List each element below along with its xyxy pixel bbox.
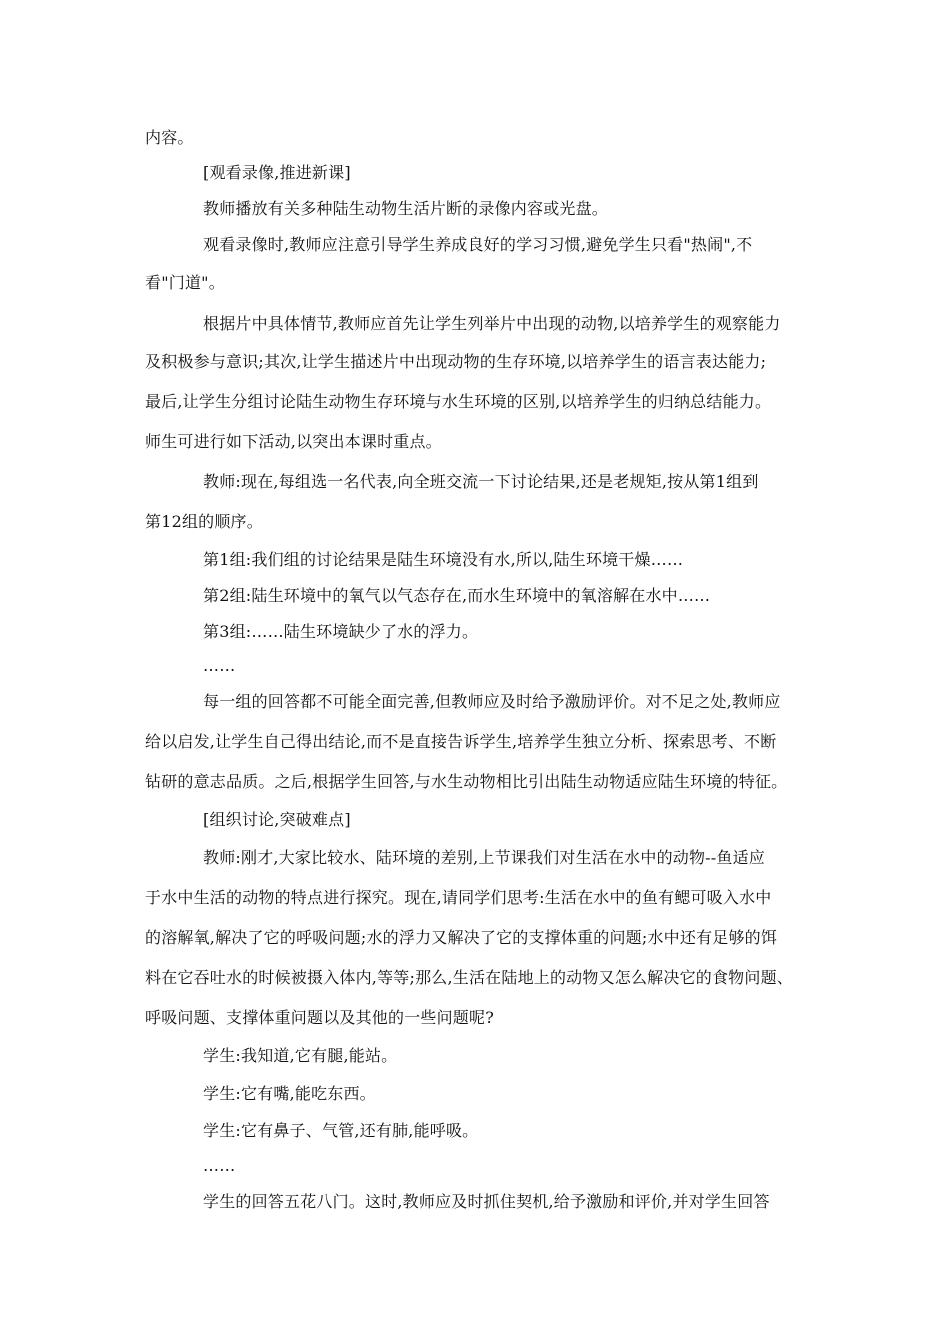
text-line: 于水中生活的动物的特点进行探究。现在,请同学们思考:生活在水中的鱼有鳃可吸入水中 [145, 888, 772, 907]
text-line: 教师播放有关多种陆生动物生活片断的录像内容或光盘。 [203, 199, 609, 218]
text-line: 师生可进行如下活动,以突出本课时重点。 [145, 432, 442, 451]
text-line: 学生的回答五花八门。这时,教师应及时抓住契机,给予激励和评价,并对学生回答 [203, 1192, 770, 1211]
text-line: 第2组:陆生环境中的氧气以气态存在,而水生环境中的氧溶解在水中…… [203, 586, 711, 605]
text-line: 学生:它有嘴,能吃东西。 [203, 1084, 376, 1103]
text-line: …… [203, 656, 236, 675]
text-line: …… [203, 1156, 236, 1175]
text-line: 观看录像时,教师应注意引导学生养成良好的学习习惯,避免学生只看"热闹",不 [203, 235, 753, 254]
text-line: 第12组的顺序。 [145, 512, 263, 531]
text-line: 料在它吞吐水的时候被摄入体内,等等;那么,生活在陆地上的动物又怎么解决它的食物问题、 [145, 968, 793, 987]
text-line: 的溶解氧,解决了它的呼吸问题;水的浮力又解决了它的支撑体重的问题;水中还有足够的饵 [145, 928, 778, 947]
text-line: 钻研的意志品质。之后,根据学生回答,与水生动物相比引出陆生动物适应陆生环境的特征。 [145, 772, 788, 791]
text-line: 给以启发,让学生自己得出结论,而不是直接告诉学生,培养学生独立分析、探索思考、不断 [145, 732, 777, 751]
section-heading: [组织讨论,突破难点] [203, 810, 351, 829]
text-line: 第3组:……陆生环境缺少了水的浮力。 [203, 622, 479, 641]
text-line: 第1组:我们组的讨论结果是陆生环境没有水,所以,陆生环境干燥…… [203, 550, 684, 569]
text-line: 呼吸问题、支撑体重问题以及其他的一些问题呢? [145, 1008, 494, 1027]
text-line: 根据片中具体情节,教师应首先让学生列举片中出现的动物,以培养学生的观察能力 [203, 314, 781, 333]
section-heading: [观看录像,推进新课] [203, 163, 351, 182]
text-line: 教师:刚才,大家比较水、陆环境的差别,上节课我们对生活在水中的动物--鱼适应 [203, 848, 765, 867]
text-line: 及积极参与意识;其次,让学生描述片中出现动物的生存环境,以培养学生的语言表达能力; [145, 352, 767, 371]
text-line: 内容。 [145, 128, 194, 147]
text-line: 学生:我知道,它有腿,能站。 [203, 1046, 398, 1065]
text-line: 学生:它有鼻子、气管,还有肺,能呼吸。 [203, 1121, 479, 1140]
text-line: 每一组的回答都不可能全面完善,但教师应及时给予激励评价。对不足之处,教师应 [203, 692, 781, 711]
text-line: 最后,让学生分组讨论陆生动物生存环境与水生环境的区别,以培养学生的归纳总结能力。 [145, 392, 772, 411]
text-line: 教师:现在,每组选一名代表,向全班交流一下讨论结果,还是老规矩,按从第1组到 [203, 472, 759, 491]
text-line: 看"门道"。 [145, 273, 225, 292]
